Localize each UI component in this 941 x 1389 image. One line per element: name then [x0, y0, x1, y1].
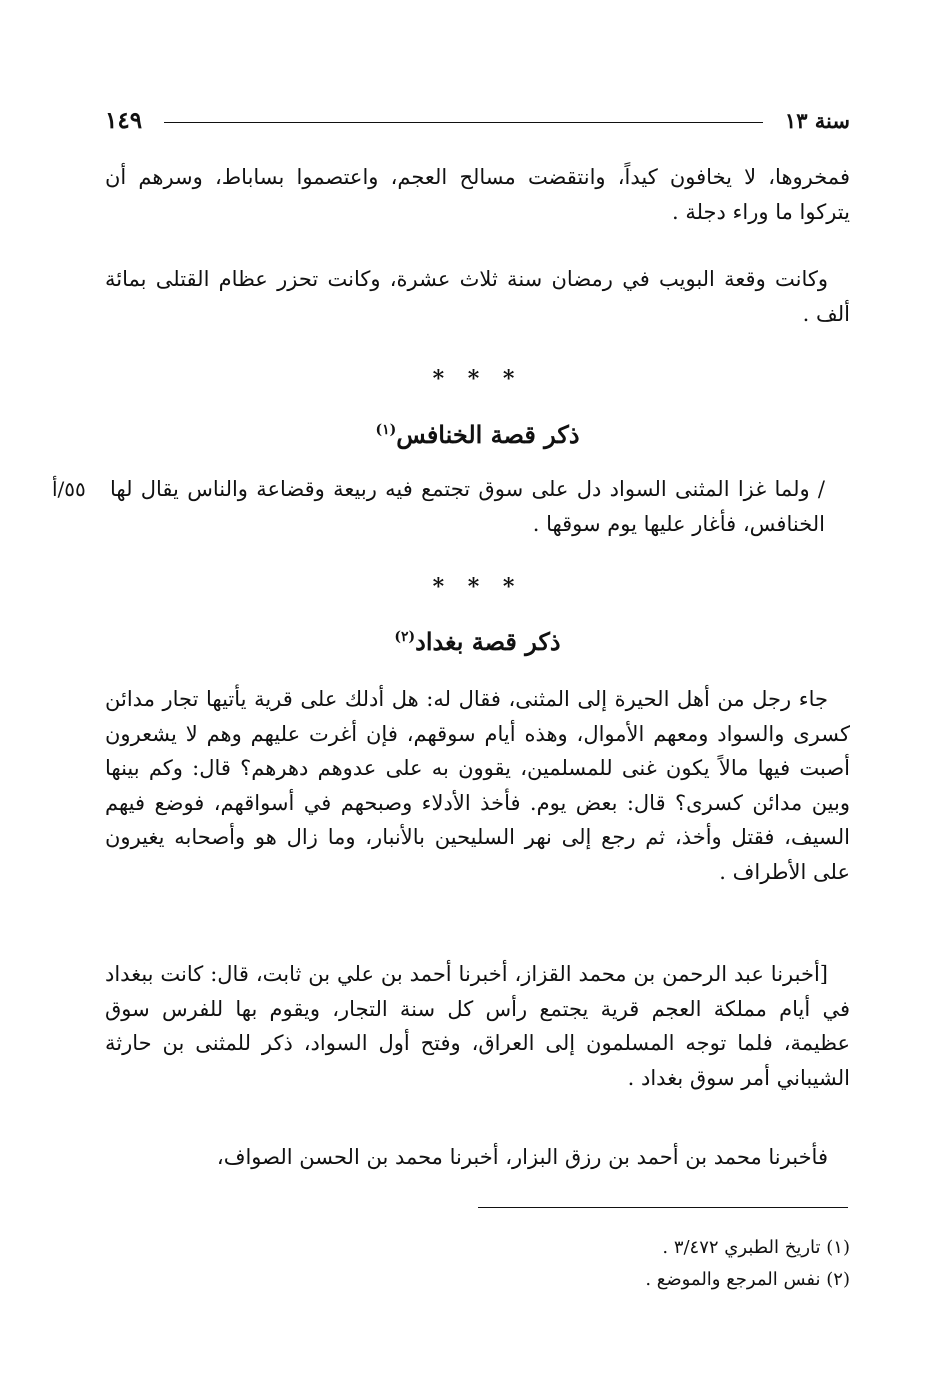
paragraph-3: / ولما غزا المثنى السواد دل على سوق تجتمع فيه ربيعة وقضاعة والناس يقال لها الخنافس، فأغار عليها يوم سوقها . [110, 477, 825, 536]
heading-text: ذكر قصة بغداد [415, 627, 561, 656]
section-heading-baghdad [105, 617, 850, 662]
footnote-marker: (٢) [394, 629, 416, 645]
paragraph-6: فأخبرنا محمد بن أحمد بن رزق البزار، أخبرنا محمد بن الحسن الصواف، [216, 1145, 828, 1169]
margin-reference: ٥٥/أ [52, 477, 86, 501]
heading-text: ذكر قصة الخنافس [396, 420, 580, 449]
paragraph-5: [أخبرنا عبد الرحمن بن محمد القزاز، أخبرنا أحمد بن علي بن ثابت، قال: كانت ببغداد في أيام مملكة العجم قرية يجتمع رأس كل سنة التجار، ويقوم بها للفرس سوق عظيمة، فلما توجه المسلمون إلى العراق، وفتح أول السواد، ذكر للمثنى بن حارثة الشيباني أمر سوق بغداد . [105, 962, 850, 1090]
year-label: سنة ١٣ [784, 107, 850, 133]
paragraph-2: وكانت وقعة البويب في رمضان سنة ثلاث عشرة، وكانت تحزر عظام القتلى بمائة ألف . [105, 267, 850, 326]
section-heading-khanafis [105, 410, 850, 455]
footnote-rule [478, 1207, 848, 1208]
header-rule [164, 122, 763, 123]
footnote-2: (٢) نفس المرجع والموضع . [645, 1269, 850, 1290]
section-separator-2: * * * [432, 574, 523, 600]
footnote-marker: (١) [375, 422, 397, 438]
page-header [105, 100, 850, 140]
section-separator-1: * * * [432, 366, 523, 392]
paragraph-1: فمخروها، لا يخافون كيداً، وانتقضت مسالح العجم، واعتصموا بساباط، وسرهم أن يتركوا ما وراء دجلة . [105, 165, 850, 224]
paragraph-4: جاء رجل من أهل الحيرة إلى المثنى، فقال له: هل أدلك على قرية يأتيها تجار مدائن كسرى والسواد ومعهم الأموال، وهذه أيام سوقهم، فإن أغرت عليهم وهم لا يشعرون أصبت فيها مالاً يكون غنى للمسلمين، يقوون به على عدوهم دهرهم؟ قال: وكم بينها وبين مدائن كسرى؟ قال: بعض يوم. فأخذ الأدلاء وصبحهم في أسواقهم، فوضع فيهم السيف، فقتل وأخذ، ثم رجع إلى نهر السليحين بالأنبار، وما زال هو وأصحابه يغيرون على الأطراف . [105, 687, 850, 884]
page-number: ١٤٩ [105, 106, 143, 134]
footnote-1: (١) تاريخ الطبري ٣/٤٧٢ . [662, 1237, 850, 1258]
